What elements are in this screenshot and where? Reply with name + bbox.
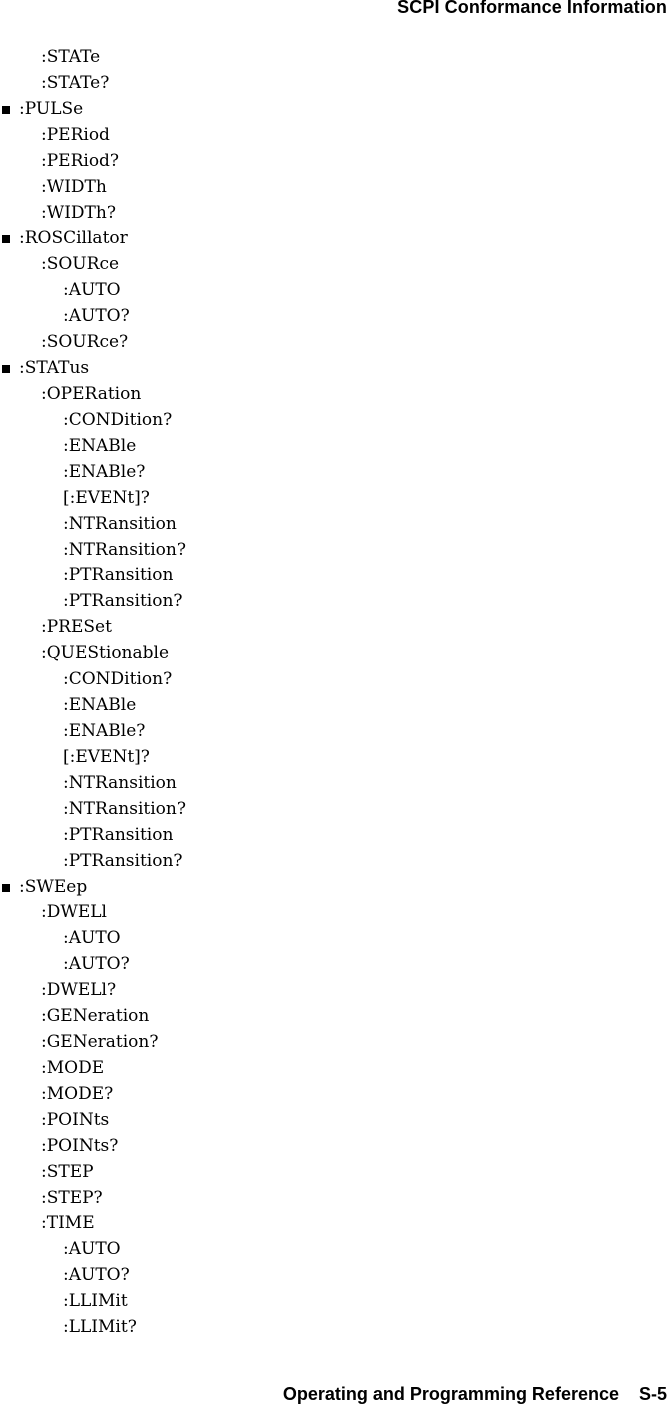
- command-group-item: [0, 97, 186, 123]
- command-group-item: [0, 875, 186, 901]
- footer-section-title: Operating and Programming Reference: [282, 1384, 619, 1404]
- command-item: [0, 1211, 186, 1237]
- command-text: :SOURce?: [41, 332, 129, 353]
- command-item: [0, 486, 186, 512]
- running-footer: [283, 1384, 667, 1405]
- command-text: [:EVENt]?: [63, 487, 150, 508]
- bullet-square-icon: [2, 106, 10, 114]
- command-item: [0, 45, 186, 71]
- command-item: [0, 408, 186, 434]
- command-text: :DWELl: [41, 902, 107, 923]
- command-text: :AUTO?: [63, 1265, 130, 1286]
- command-text: :GENeration: [41, 1006, 150, 1027]
- command-text: :MODE?: [41, 1083, 114, 1104]
- command-text: :PRESet: [41, 617, 112, 638]
- command-text: :NTRansition: [63, 513, 177, 534]
- command-text: :ENABle?: [63, 720, 146, 741]
- command-item: [0, 1004, 186, 1030]
- command-text: :PERiod: [41, 124, 110, 145]
- command-item: [0, 434, 186, 460]
- command-text: :LLIMit?: [63, 1317, 137, 1338]
- command-text: :MODE: [41, 1057, 105, 1078]
- command-text: :ENABle: [63, 695, 137, 716]
- command-text: :PTRansition: [63, 824, 174, 845]
- command-text: :POINts?: [41, 1135, 119, 1156]
- command-text: :AUTO: [63, 1239, 121, 1260]
- command-item: [0, 926, 186, 952]
- command-item: [0, 771, 186, 797]
- command-item: [0, 719, 186, 745]
- command-item: [0, 797, 186, 823]
- command-item: [0, 745, 186, 771]
- command-text: :POINts: [41, 1109, 110, 1130]
- command-text: :STATe?: [41, 72, 110, 93]
- command-item: [0, 149, 186, 175]
- command-item: [0, 693, 186, 719]
- scpi-command-list: [0, 45, 186, 1341]
- command-text: :STATe: [41, 47, 101, 67]
- running-header: SCPI Conformance Information: [397, 0, 667, 17]
- bullet-square-icon: [2, 365, 10, 373]
- command-text: :AUTO: [63, 280, 121, 301]
- command-item: [0, 123, 186, 149]
- command-text: :SOURce: [41, 254, 120, 275]
- command-text: :ENABle: [63, 435, 137, 456]
- command-item: [0, 1108, 186, 1134]
- command-group-item: [0, 356, 186, 382]
- command-item: [0, 1030, 186, 1056]
- command-text: :OPERation: [41, 383, 142, 404]
- command-text: :TIME: [41, 1213, 95, 1234]
- footer-page-number: S-5: [638, 1384, 667, 1404]
- command-text: :WIDTh: [41, 176, 107, 197]
- command-text: :STEP: [41, 1161, 94, 1182]
- command-text: :STEP?: [41, 1187, 103, 1208]
- command-item: [0, 1134, 186, 1160]
- command-item: [0, 1237, 186, 1263]
- command-item: [0, 1315, 186, 1341]
- command-item: [0, 615, 186, 641]
- command-item: [0, 563, 186, 589]
- command-item: [0, 978, 186, 1004]
- command-text: :PTRansition: [63, 565, 174, 586]
- command-text: :WIDTh?: [41, 202, 116, 223]
- command-item: [0, 823, 186, 849]
- command-text: :NTRansition?: [63, 539, 186, 560]
- command-text: :ROSCillator: [19, 228, 128, 249]
- command-item: [0, 589, 186, 615]
- command-text: :STATus: [19, 358, 90, 379]
- command-text: :AUTO?: [63, 954, 130, 975]
- command-item: [0, 667, 186, 693]
- command-item: [0, 460, 186, 486]
- command-item: [0, 849, 186, 875]
- command-item: [0, 1289, 186, 1315]
- command-item: [0, 1160, 186, 1186]
- command-text: :QUEStionable: [41, 643, 170, 664]
- command-item: [0, 1186, 186, 1212]
- command-item: [0, 900, 186, 926]
- command-text: [:EVENt]?: [63, 746, 150, 767]
- command-text: :AUTO: [63, 928, 121, 949]
- command-item: [0, 512, 186, 538]
- command-item: [0, 1263, 186, 1289]
- command-item: [0, 538, 186, 564]
- command-item: [0, 330, 186, 356]
- command-text: :CONDition?: [63, 669, 173, 690]
- command-group-item: [0, 226, 186, 252]
- command-text: :PERiod?: [41, 150, 120, 171]
- command-item: [0, 382, 186, 408]
- command-text: :PTRansition?: [63, 591, 183, 612]
- command-text: :NTRansition?: [63, 798, 186, 819]
- command-text: :PULSe: [19, 98, 84, 119]
- command-item: [0, 952, 186, 978]
- command-text: :CONDition?: [63, 409, 173, 430]
- command-text: :AUTO?: [63, 306, 130, 327]
- bullet-square-icon: [2, 884, 10, 892]
- command-text: :DWELl?: [41, 980, 117, 1001]
- command-item: [0, 252, 186, 278]
- command-item: [0, 175, 186, 201]
- command-item: [0, 1082, 186, 1108]
- command-item: [0, 278, 186, 304]
- command-text: :GENeration?: [41, 1032, 159, 1053]
- command-text: :PTRansition?: [63, 850, 183, 871]
- command-item: [0, 304, 186, 330]
- command-text: :SWEep: [19, 876, 88, 897]
- command-text: :ENABle?: [63, 461, 146, 482]
- command-text: :LLIMit: [63, 1291, 128, 1312]
- command-item: [0, 1056, 186, 1082]
- bullet-square-icon: [2, 235, 10, 243]
- command-item: [0, 201, 186, 227]
- command-text: :NTRansition: [63, 772, 177, 793]
- command-item: [0, 641, 186, 667]
- command-item: [0, 71, 186, 97]
